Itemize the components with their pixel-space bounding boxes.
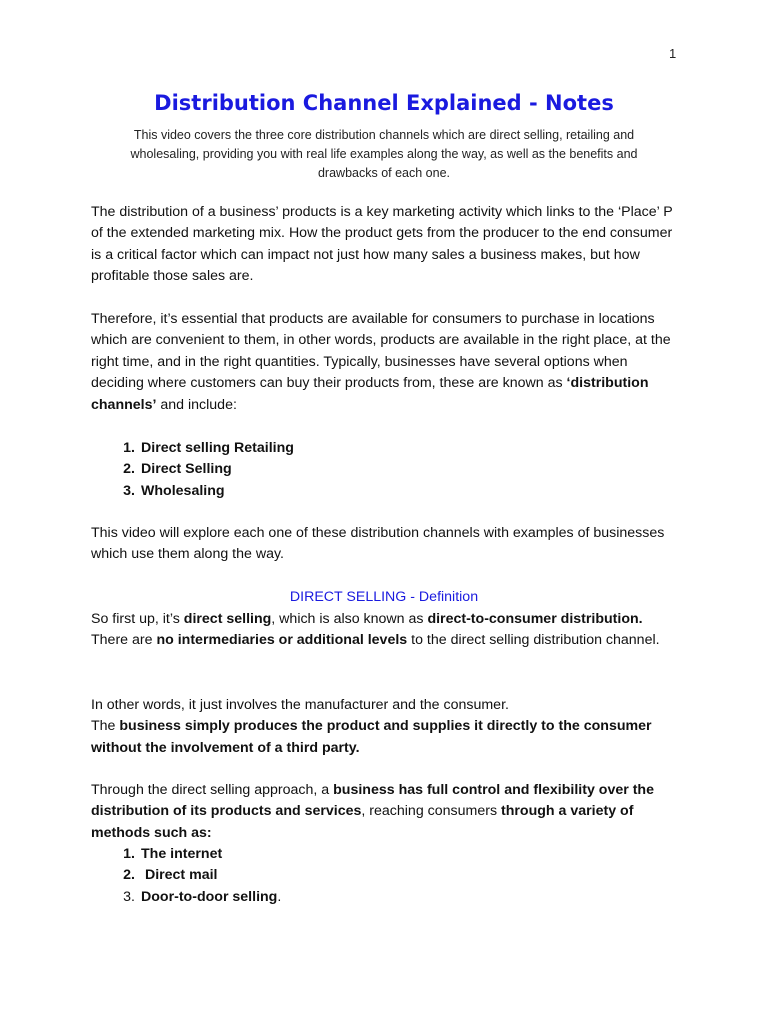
paragraph-channels-end: and include: — [156, 396, 237, 413]
list-item-number: 1. — [123, 846, 135, 862]
text-run-bold: direct-to-consumer distribution. — [427, 611, 643, 627]
methods-list — [91, 844, 683, 908]
text-run-bold: no intermediaries or additional levels — [156, 632, 408, 649]
list-item — [91, 459, 683, 480]
paragraph-approach — [91, 780, 683, 844]
text-run: There are — [91, 632, 157, 649]
list-item-text: The internet — [141, 846, 223, 862]
list-item-number: 3. — [123, 482, 135, 499]
paragraph-intro: The distribution of a business’ products is a key marketing activity which links to the ‘Place’ P of the extended marketing mix. How the product gets from the producer to the end consumer is a critical factor which can impact not just how many sales a business makes, but how profitable those sales are. — [91, 204, 673, 285]
list-item — [91, 438, 683, 459]
text-run-bold: through a variety of methods such as: — [91, 803, 634, 841]
text-run: So first up, it’s — [91, 611, 184, 627]
list-item-text: Direct selling Retailing — [141, 440, 294, 456]
paragraph-channels — [91, 309, 683, 416]
document-title: Distribution Channel Explained - Notes — [154, 91, 614, 115]
text-run: The — [91, 718, 120, 735]
list-item-number: 3. — [123, 888, 135, 905]
list-item-text: Wholesaling — [141, 482, 225, 499]
list-item-text: Direct Selling — [141, 461, 232, 478]
document-subtitle: This video covers the three core distribution channels which are direct selling, retailing and wholesaling, providing you with real life examples along the way, as well as the benefits and drawbacks of each one. — [130, 128, 638, 180]
paragraph-direct-selling — [91, 609, 683, 652]
list-item-number: 2. — [123, 867, 135, 884]
text-run: , which is also known as — [271, 611, 428, 627]
channel-list — [91, 438, 683, 502]
text-run-bold: business simply produces the product and supplies it directly to the consumer without the involvement of a third party. — [91, 718, 652, 756]
list-item — [91, 481, 683, 502]
page-number: 1 — [669, 46, 677, 61]
text-run-bold: direct selling — [183, 611, 272, 627]
list-item-number: 2. — [123, 461, 135, 478]
text-run: , reaching consumers — [361, 803, 501, 820]
section-heading-direct-selling: DIRECT SELLING - Definition — [289, 589, 479, 605]
paragraph-in-other-words — [91, 695, 683, 759]
list-item — [91, 887, 683, 908]
distribution-channels-term: ‘distribution channels’ — [91, 375, 649, 413]
list-item — [91, 865, 683, 886]
list-item — [91, 844, 683, 865]
list-item-number: 1. — [123, 440, 135, 456]
text-run: to the direct selling distribution channel. — [407, 632, 660, 649]
text-run: Through the direct selling approach, a — [91, 782, 334, 798]
list-item-text: Door-to-door selling — [141, 888, 278, 905]
text-run: In other words, it just involves the manufacturer and the consumer. — [91, 697, 509, 713]
text-run-bold: business has full control and flexibility over the distribution of its products and services — [91, 782, 654, 820]
paragraph-channels-text: Therefore, it’s essential that products are available for consumers to purchase in locations which are convenient to them, in other words, products are available in the right place, at the right time, and in the right quantities. Typically, businesses have several options when deciding where customers can buy their products from, these are known as — [91, 311, 671, 392]
paragraph-explore: This video will explore each one of these distribution channels with examples of businesses which use them along the way. — [91, 525, 665, 563]
list-item-suffix: . — [277, 888, 282, 905]
list-item-text: Direct mail — [141, 867, 218, 884]
